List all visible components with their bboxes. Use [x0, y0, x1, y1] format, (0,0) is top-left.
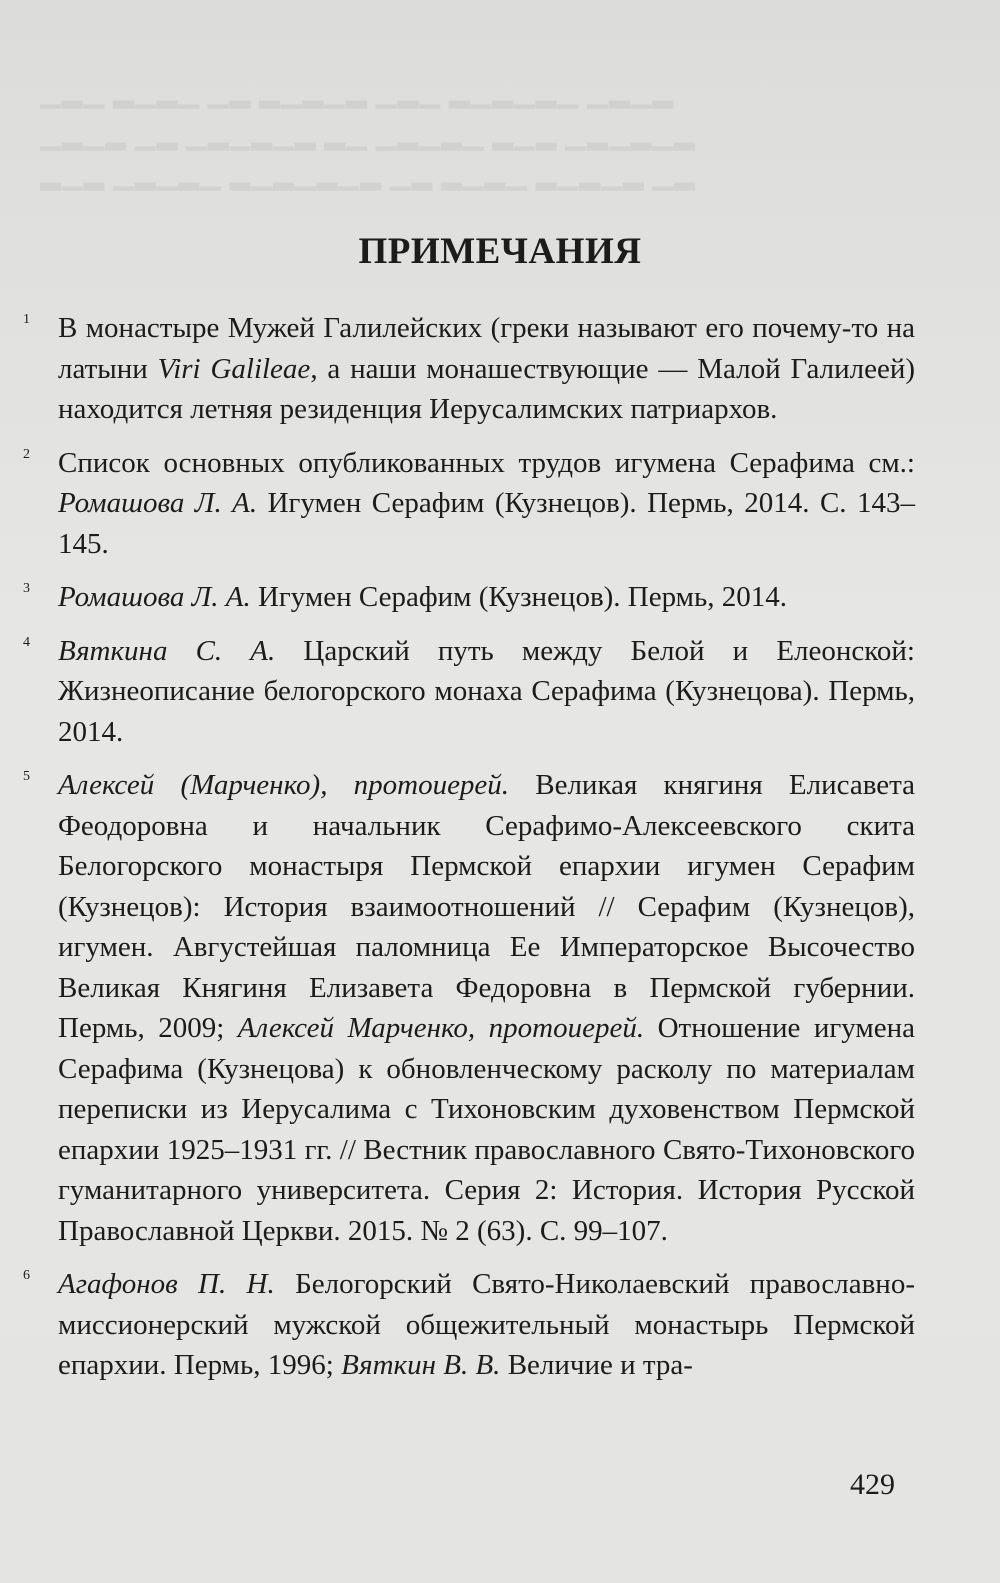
- note-text: Величие и тра-: [500, 1349, 693, 1381]
- bleed-through-line: ▁▂▁▂ ▁▂ ▁▂▁▂▁▂ ▂▁ ▁▂▁▂▁ ▂▁▂ ▁▂▁▂▁▂: [40, 120, 696, 150]
- note-text: , а наши монашествующие — Малой Галилеей) находится летняя резиденция Иерусалимских патриархов.: [58, 352, 915, 425]
- note-number: 5: [23, 769, 30, 784]
- note-citation-author: Агафонов П. Н.: [58, 1268, 275, 1300]
- note-item: [23, 443, 915, 565]
- note-item: [23, 308, 915, 430]
- bleed-through-line: ▂▁▂ ▁▂▁▂▁ ▂▁▂▁▂▁▂ ▁▂ ▂▁▂▁ ▂▁▂▁▂ ▁▂: [40, 160, 696, 190]
- note-text: Великая княгиня Елисавета Феодоровна и начальник Серафимо-Алексеевского скита Белогорского монастыря Пермской епархии игумен Серафим (Кузнецов): История взаимоотношений // Серафим (Кузнецов), игумен. Августейшая паломница Ее Императорское Высочество Великая Княгиня Елизавета Федоровна в Пермской губернии. Пермь, 2009;: [58, 769, 915, 1044]
- note-number: 3: [23, 581, 30, 596]
- note-text: Белогорский Свято-Николаевский православно-миссионерский мужской общежительный монастырь Пермской епархии. Пермь, 1996;: [58, 1268, 915, 1381]
- note-item: [23, 577, 915, 618]
- page-number: 429: [850, 1468, 895, 1501]
- page-title: ПРИМЕЧАНИЯ: [358, 230, 642, 272]
- note-citation-author: Алексей (Марченко), протоиерей.: [58, 769, 510, 801]
- note-text: В монастыре Мужей Галилейских (греки называют его почему-то на латыни: [58, 312, 915, 385]
- note-citation-author: Ромашова Л. А.: [58, 581, 251, 613]
- note-number: 2: [23, 446, 30, 462]
- note-text: Список основных опубликованных трудов игумена Серафима см.:: [58, 446, 915, 479]
- note-item: [23, 765, 915, 1251]
- notes-list: [23, 308, 915, 1399]
- note-item: [23, 631, 915, 753]
- note-text: Игумен Серафим (Кузнецов). Пермь, 2014.: [250, 581, 788, 613]
- note-citation-author: Вяткин В. В.: [341, 1349, 501, 1381]
- note-citation-author: Viri Galileae: [157, 352, 311, 385]
- note-item: [23, 1264, 915, 1386]
- note-number: 6: [23, 1268, 30, 1283]
- note-number: 4: [23, 634, 30, 650]
- note-citation-author: Вяткина С. А.: [58, 634, 276, 667]
- note-citation-author: Ромашова Л. А.: [58, 487, 258, 519]
- note-text: Царский путь между Белой и Елеонской: Жизнеописание белогорского монаха Серафима (Кузнецова). Пермь, 2014.: [58, 634, 915, 748]
- note-text: Отношение игумена Серафима (Кузнецова) к обновленческому расколу по материалам переписки из Иерусалима с Тихоновским духовенством Пермской епархии 1925–1931 гг. // Вестник православного Свято-Тихоновского гуманитарного университета. Серия 2: История. История Русской Православной Церкви. 2015. № 2 (63). С. 99–107.: [58, 1012, 915, 1247]
- note-text: Игумен Серафим (Кузнецов). Пермь, 2014. С. 143–145.: [58, 487, 915, 560]
- bleed-through-line: ▁▂▁ ▂▁▂▁ ▁▂ ▂▁▂▁▂ ▁▂▁ ▂▁▂▁▂▁ ▁▂▁▂: [40, 78, 675, 108]
- note-number: 1: [23, 312, 30, 327]
- note-citation-author: Алексей Марченко, протоиерей.: [237, 1012, 645, 1044]
